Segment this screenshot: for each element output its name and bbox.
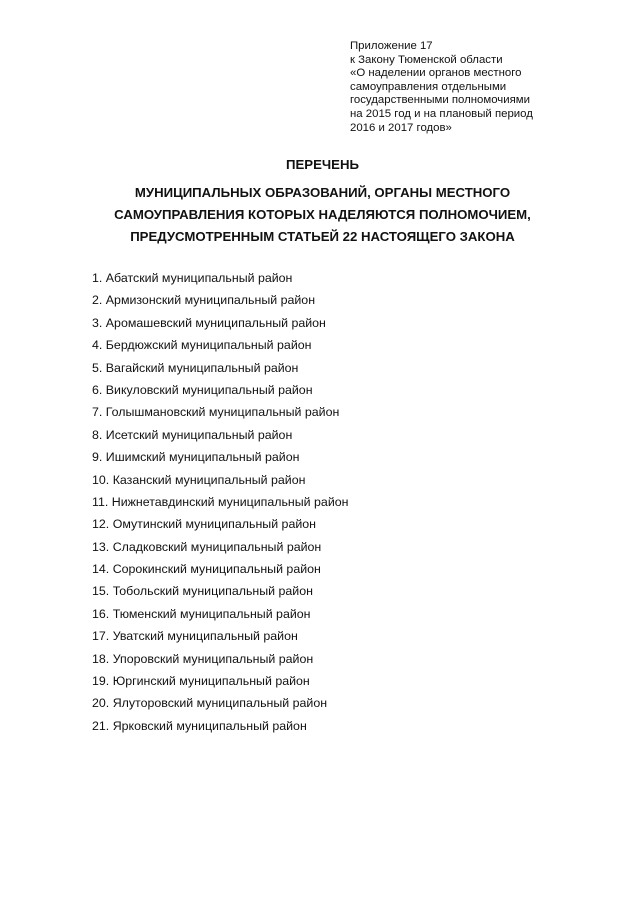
list-item: [92, 539, 348, 561]
item-text: Нижнетавдинский муниципальный район: [111, 494, 349, 509]
list-item: [92, 695, 348, 717]
item-number: 8.: [92, 427, 103, 442]
item-text: Исетский муниципальный район: [105, 427, 293, 442]
item-text: Юргинский муниципальный район: [112, 674, 310, 689]
appendix-line: государственными полномочиями: [350, 94, 530, 107]
item-number: 7.: [92, 405, 103, 420]
list-item: [92, 472, 348, 494]
item-number: 1.: [92, 271, 103, 285]
item-number: 14.: [92, 562, 110, 577]
item-number: 16.: [92, 606, 110, 621]
item-number: 19.: [92, 674, 110, 689]
item-number: 9.: [92, 450, 103, 465]
item-text: Бердюжский муниципальный район: [105, 338, 312, 353]
list-item: [92, 673, 348, 695]
item-number: 12.: [92, 517, 110, 532]
item-number: 6.: [92, 382, 103, 397]
title-line: ПРЕДУСМОТРЕННЫМ СТАТЬЕЙ 22 НАСТОЯЩЕГО ЗАКОНА: [130, 229, 515, 244]
item-text: Ялуторовский муниципальный район: [112, 696, 328, 711]
list-item: [92, 360, 348, 382]
list-item: [92, 561, 348, 583]
list-item: [92, 427, 348, 449]
item-number: 2.: [92, 293, 103, 308]
title-heading: ПЕРЕЧЕНЬ: [286, 157, 359, 172]
list-item: [92, 315, 348, 337]
list-item: [92, 404, 348, 426]
list-item: [92, 516, 348, 538]
item-text: Абатский муниципальный район: [105, 271, 293, 285]
list-item: [92, 292, 348, 314]
appendix-line: на 2015 год и на плановый период: [350, 107, 533, 120]
list-item: [92, 337, 348, 359]
item-text: Викуловский муниципальный район: [105, 382, 313, 397]
item-text: Уватский муниципальный район: [112, 629, 298, 644]
list-item: [92, 628, 348, 650]
appendix-line: 2016 и 2017 годов»: [350, 121, 452, 134]
list-item: [92, 449, 348, 471]
item-number: 21.: [92, 718, 110, 733]
list-item: [92, 382, 348, 404]
item-text: Тобольский муниципальный район: [112, 584, 313, 599]
item-text: Голышмановский муниципальный район: [105, 405, 340, 420]
item-text: Омутинский муниципальный район: [112, 517, 316, 532]
item-text: Тюменский муниципальный район: [112, 606, 311, 621]
item-text: Сладковский муниципальный район: [112, 539, 322, 554]
list-item: [92, 718, 348, 740]
title-line: МУНИЦИПАЛЬНЫХ ОБРАЗОВАНИЙ, ОРГАНЫ МЕСТНОГО: [134, 185, 511, 200]
item-number: 4.: [92, 338, 103, 353]
item-number: 5.: [92, 360, 103, 375]
appendix-line: самоуправления отдельными: [350, 80, 507, 93]
item-text: Упоровский муниципальный район: [112, 651, 314, 666]
item-number: 10.: [92, 472, 110, 487]
list-item: [92, 606, 348, 628]
item-number: 20.: [92, 696, 110, 711]
item-text: Ишимский муниципальный район: [105, 450, 300, 465]
appendix-line: к Закону Тюменской области: [350, 53, 503, 66]
item-text: Сорокинский муниципальный район: [112, 562, 321, 577]
item-text: Ярковский муниципальный район: [112, 718, 307, 733]
item-number: 13.: [92, 539, 110, 554]
item-number: 11.: [92, 494, 109, 509]
list-item: [92, 583, 348, 605]
item-text: Аромашевский муниципальный район: [105, 315, 326, 330]
list-item: [92, 651, 348, 673]
appendix-line: Приложение 17: [350, 40, 433, 52]
item-number: 17.: [92, 629, 110, 644]
item-number: 18.: [92, 651, 110, 666]
municipality-list: [92, 270, 348, 740]
document-title: [40, 156, 605, 248]
item-text: Казанский муниципальный район: [112, 472, 306, 487]
appendix-note: [350, 40, 610, 135]
item-text: Вагайский муниципальный район: [105, 360, 299, 375]
item-number: 15.: [92, 584, 110, 599]
list-item: [92, 270, 348, 292]
item-text: Армизонский муниципальный район: [105, 293, 316, 308]
appendix-line: «О наделении органов местного: [350, 67, 522, 80]
item-number: 3.: [92, 315, 103, 330]
title-line: САМОУПРАВЛЕНИЯ КОТОРЫХ НАДЕЛЯЮТСЯ ПОЛНОМОЧИЕМ,: [114, 207, 531, 222]
list-item: [92, 494, 348, 516]
